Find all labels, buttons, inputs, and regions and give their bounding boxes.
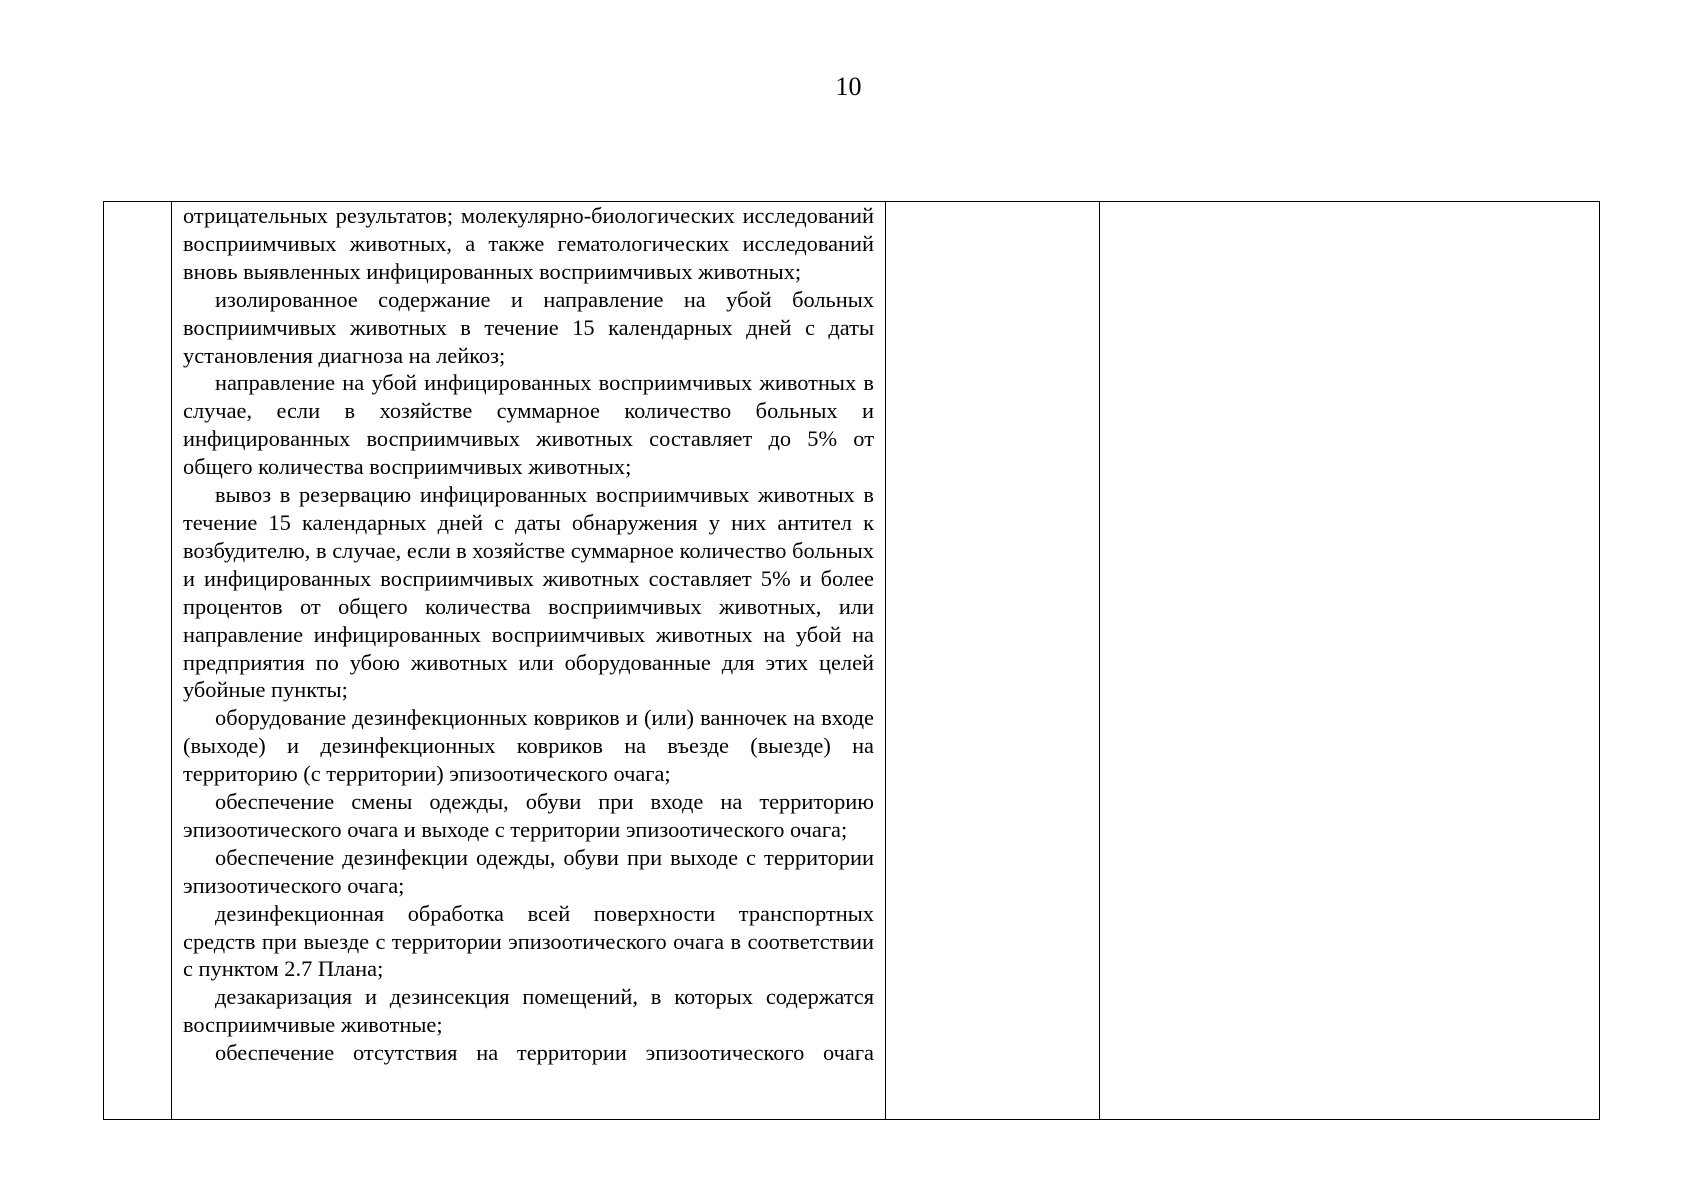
measure-paragraph-4: вывоз в резервацию инфицированных восприимчивых животных в течение 15 календарных дней с даты обнаружения у них антител к возбудителю, в случае, если в хозяйстве суммарное количество больных и инфицированных восприимчивых животных составляет 5% и более процентов от общего количества восприимчивых животных, или направление инфицированных восприимчивых животных на убой на предприятия по убою животных или оборудованные для этих целей убойные пункты; bbox=[183, 482, 874, 703]
measure-paragraph-5: оборудование дезинфекционных ковриков и (или) ванночек на входе (выходе) и дезинфекционных ковриков на въезде (выезде) на территорию (с территории) эпизоотического очага; bbox=[183, 705, 874, 787]
row-number-cell bbox=[104, 202, 172, 1120]
measures-cell bbox=[172, 202, 886, 1120]
measure-paragraph-3: направление на убой инфицированных восприимчивых животных в случае, если в хозяйстве суммарное количество больных и инфицированных восприимчивых животных составляет до 5% от общего количества восприимчивых животных; bbox=[183, 370, 874, 480]
measures-table bbox=[103, 201, 1600, 1120]
measure-paragraph-6: обеспечение смены одежды, обуви при входе на территорию эпизоотического очага и выходе с территории эпизоотического очага; bbox=[183, 789, 874, 842]
measure-paragraph-8: дезинфекционная обработка всей поверхности транспортных средств при выезде с территории эпизоотического очага в соответствии с пунктом 2.7 Плана; bbox=[183, 900, 874, 982]
measure-paragraph-9: дезакаризация и дезинсекция помещений, в которых содержатся восприимчивые животные; bbox=[183, 984, 874, 1038]
table-row bbox=[104, 202, 1600, 1120]
measure-paragraph-2: изолированное содержание и направление на убой больных восприимчивых животных в течение 15 календарных дней с даты установления диагноза на лейкоз; bbox=[183, 286, 874, 368]
page-number: 10 bbox=[835, 72, 862, 101]
measure-paragraph-1: отрицательных результатов; молекулярно-биологических исследований восприимчивых животных, а также гематологических исследований вновь выявленных инфицированных восприимчивых животных; bbox=[183, 203, 874, 284]
deadline-cell bbox=[886, 202, 1100, 1120]
responsible-cell bbox=[1100, 202, 1600, 1120]
measure-paragraph-7: обеспечение дезинфекции одежды, обуви при выходе с территории эпизоотического очага; bbox=[183, 844, 874, 898]
measure-paragraph-10: обеспечение отсутствия на территории эпизоотического очага bbox=[215, 1040, 874, 1066]
